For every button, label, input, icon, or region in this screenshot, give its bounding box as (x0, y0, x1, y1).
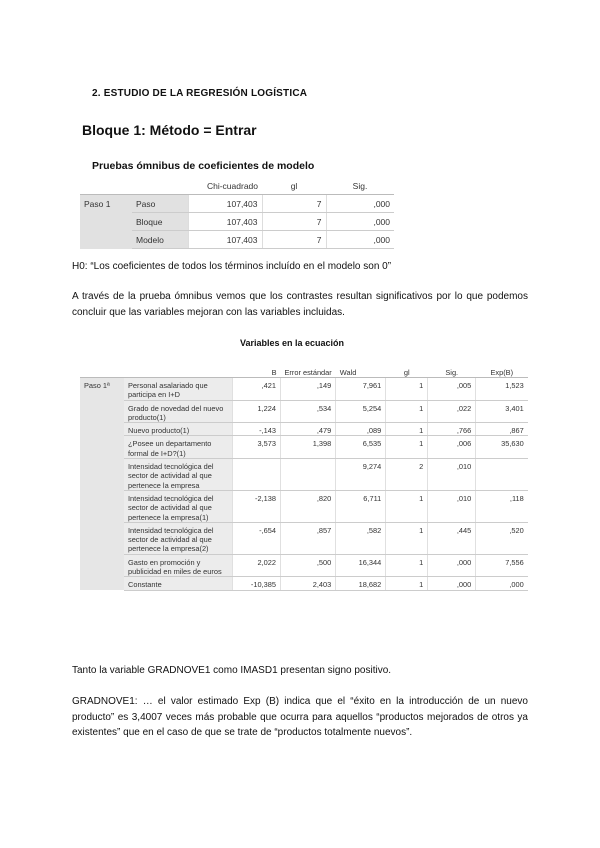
block-title: Bloque 1: Método = Entrar (82, 122, 257, 138)
sig-value: ,005 (428, 378, 476, 401)
se-value: ,857 (281, 522, 336, 554)
b-value: -,143 (233, 423, 281, 436)
sig-value: ,000 (326, 195, 394, 213)
chi-value: 107,403 (188, 231, 262, 249)
omnibus-table-title: Pruebas ómnibus de coeficientes de modelo (92, 160, 315, 172)
b-value: -2,138 (233, 490, 281, 522)
section-title: 2. ESTUDIO DE LA REGRESIÓN LOGÍSTICA (92, 88, 308, 99)
table-header-row (80, 177, 394, 195)
variable-name: Nuevo producto(1) (124, 423, 233, 436)
table-row (80, 490, 528, 522)
wald-value: 9,274 (336, 459, 386, 491)
header-gl: gl (262, 177, 326, 195)
se-value (281, 459, 336, 491)
wald-value: 6,535 (336, 436, 386, 459)
variable-name: ¿Posee un departamento formal de I+D?(1) (124, 436, 233, 459)
se-value: 1,398 (281, 436, 336, 459)
expb-value: ,867 (476, 423, 528, 436)
b-value: 3,573 (233, 436, 281, 459)
b-value (233, 459, 281, 491)
variable-name: Personal asalariado que participa en I+D (124, 378, 233, 401)
header-wald: Wald (336, 350, 386, 378)
gl-value: 1 (386, 554, 428, 577)
wald-value: 7,961 (336, 378, 386, 401)
b-value: -10,385 (233, 577, 281, 590)
wald-value: 16,344 (336, 554, 386, 577)
expb-value: ,520 (476, 522, 528, 554)
b-value: ,421 (233, 378, 281, 401)
b-value: 2,022 (233, 554, 281, 577)
table-row (80, 400, 528, 423)
expb-value: 1,523 (476, 378, 528, 401)
gl-value: 7 (262, 195, 326, 213)
sig-value: ,000 (428, 577, 476, 590)
header-b: B (233, 350, 281, 378)
sig-value: ,000 (428, 554, 476, 577)
table-row (80, 554, 528, 577)
wald-value: 18,682 (336, 577, 386, 590)
se-value: 2,403 (281, 577, 336, 590)
step-label: Paso 1 (80, 195, 132, 249)
table-row (80, 577, 528, 590)
gl-value: 1 (386, 490, 428, 522)
header-sig: Sig. (326, 177, 394, 195)
variables-table (80, 350, 528, 591)
expb-value (476, 459, 528, 491)
gl-value: 1 (386, 577, 428, 590)
gl-value: 7 (262, 231, 326, 249)
sig-value: ,000 (326, 213, 394, 231)
expb-value: ,118 (476, 490, 528, 522)
wald-value: ,089 (336, 423, 386, 436)
expb-value: 7,556 (476, 554, 528, 577)
se-value: ,534 (281, 400, 336, 423)
variable-name: Constante (124, 577, 233, 590)
variable-name: Intensidad tecnológica del sector de actividad al que pertenece la empresa(2) (124, 522, 233, 554)
table-row (80, 522, 528, 554)
table-row (80, 436, 528, 459)
se-value: ,500 (281, 554, 336, 577)
variables-table-title: Variables en la ecuación (240, 338, 345, 348)
sig-value: ,022 (428, 400, 476, 423)
expb-value: 35,630 (476, 436, 528, 459)
variable-name: Intensidad tecnológica del sector de actividad al que pertenece la empresa (124, 459, 233, 491)
gl-value: 2 (386, 459, 428, 491)
sig-value: ,006 (428, 436, 476, 459)
variable-name: Grado de novedad del nuevo producto(1) (124, 400, 233, 423)
chi-value: 107,403 (188, 213, 262, 231)
gl-value: 1 (386, 378, 428, 401)
sig-value: ,000 (326, 231, 394, 249)
gl-value: 1 (386, 522, 428, 554)
se-value: ,479 (281, 423, 336, 436)
sig-value: ,010 (428, 459, 476, 491)
chi-value: 107,403 (188, 195, 262, 213)
table-row (80, 423, 528, 436)
step-label: Paso 1ª (80, 378, 124, 591)
header-error: Error estándar (281, 350, 336, 378)
table-row (80, 459, 528, 491)
table-header-row (80, 350, 528, 378)
b-value: -,654 (233, 522, 281, 554)
se-value: ,820 (281, 490, 336, 522)
gl-value: 1 (386, 436, 428, 459)
omnibus-table (80, 177, 394, 249)
row-label: Bloque (132, 213, 188, 231)
sig-value: ,010 (428, 490, 476, 522)
variable-name: Intensidad tecnológica del sector de actividad al que pertenece la empresa(1) (124, 490, 233, 522)
header-gl: gl (386, 350, 428, 378)
wald-value: 6,711 (336, 490, 386, 522)
wald-value: 5,254 (336, 400, 386, 423)
omnibus-conclusion: A través de la prueba ómnibus vemos que los contrastes resultan significativos por lo que podemos concluir que las variables mejoran con las variables incluidas. (72, 291, 528, 318)
gradnove-interpretation: GRADNOVE1: … el valor estimado Exp (B) indica que el “éxito en la introducción de un nuevo producto” es 3,4007 veces más probable que ocurra para aquellos “productos mejorados de otros ya existentes” que en el caso de que se trate de “productos totalmente nuevos”. (72, 696, 528, 738)
gl-value: 1 (386, 423, 428, 436)
se-value: ,149 (281, 378, 336, 401)
wald-value: ,582 (336, 522, 386, 554)
row-label: Modelo (132, 231, 188, 249)
header-chi: Chi-cuadrado (188, 177, 262, 195)
row-label: Paso (132, 195, 188, 213)
gl-value: 7 (262, 213, 326, 231)
h0-hypothesis: H0: “Los coeficientes de todos los términos incluído en el modelo son 0” (72, 261, 392, 272)
table-row (80, 195, 394, 213)
variable-name: Gasto en promoción y publicidad en miles de euros (124, 554, 233, 577)
header-sig: Sig. (428, 350, 476, 378)
sig-value: ,766 (428, 423, 476, 436)
sign-comment: Tanto la variable GRADNOVE1 como IMASD1 presentan signo positivo. (72, 665, 392, 676)
expb-value: 3,401 (476, 400, 528, 423)
sig-value: ,445 (428, 522, 476, 554)
expb-value: ,000 (476, 577, 528, 590)
table-row (80, 378, 528, 401)
header-expb: Exp(B) (476, 350, 528, 378)
gl-value: 1 (386, 400, 428, 423)
b-value: 1,224 (233, 400, 281, 423)
